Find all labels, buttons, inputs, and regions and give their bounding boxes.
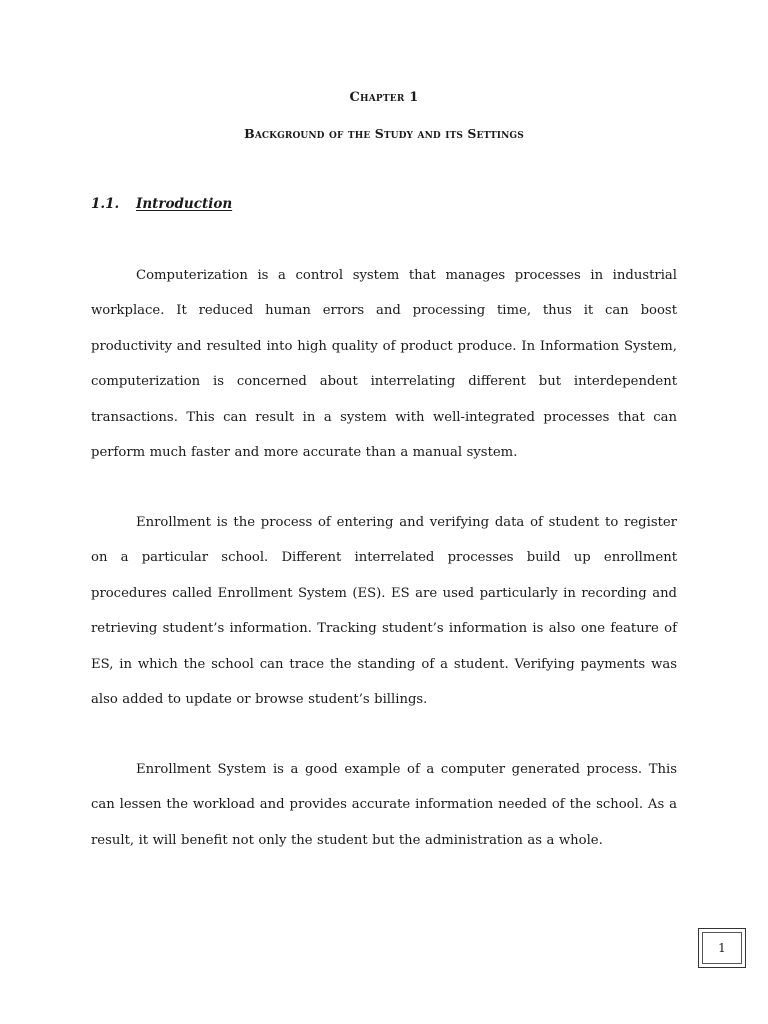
paragraph-enrollment: Enrollment is the process of entering and verifying data of student to register on a particular school. Different interrelated processes build up enrollment procedures called Enrollment System (ES). ES are used particularly in recording and retrieving student’s information. Tracking student’s information is also one feature of ES, in which the school can trace the standing of a student. Verifying payments was also added to update or browse student’s billings. (91, 515, 677, 708)
chapter-subtitle: Background of the Study and its Settings (244, 126, 524, 141)
paragraph-computerization: Computerization is a control system that manages processes in industrial workplace. It reduced human errors and processing time, thus it can boost productivity and resulted into high quality of product produce. In Information System, computerization is concerned about interrelating different but interdependent transactions. This can result in a system with well-integrated processes that can perform much faster and more accurate than a manual system. (91, 268, 677, 461)
page-number: 1 (718, 941, 726, 955)
section-title: Introduction (136, 196, 233, 212)
section-heading (91, 196, 232, 212)
page-number-box (698, 928, 746, 968)
paragraph-enrollment-system: Enrollment System is a good example of a computer generated process. This can lessen the workload and provides accurate information needed of the school. As a result, it will benefit not only the student but the administration as a whole. (91, 762, 677, 848)
section-number: 1.1. (91, 196, 120, 212)
chapter-label: Chapter 1 (349, 90, 419, 105)
